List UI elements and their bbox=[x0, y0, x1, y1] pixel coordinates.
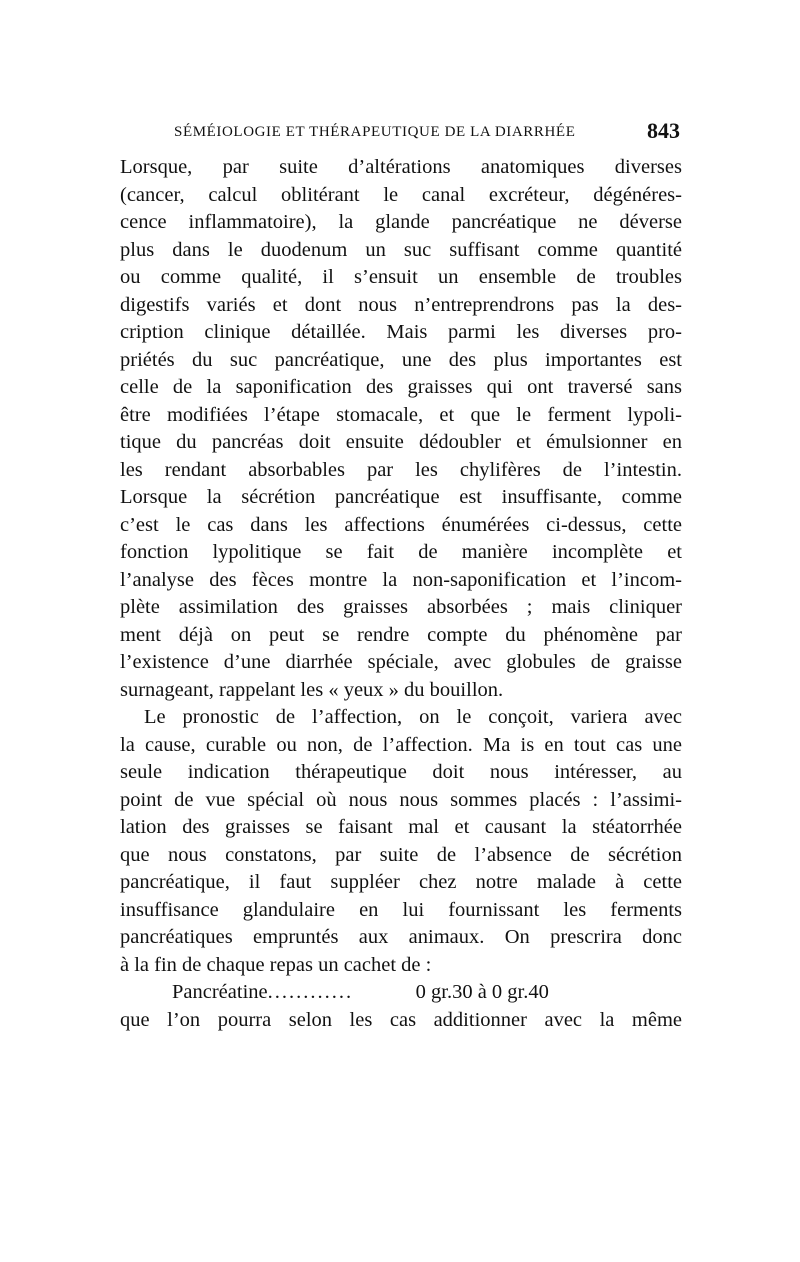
paragraph-end-line: surnageant, rappelant les « yeux » du bouillon. bbox=[120, 678, 504, 701]
text-line: Lorsque, par suite d’altérations anatomiques diverses bbox=[120, 156, 682, 178]
page-number: 843 bbox=[647, 118, 680, 143]
prescription-line bbox=[120, 979, 682, 1007]
text-line: (cancer, calcul oblitérant le canal excréteur, dégénéres- bbox=[120, 183, 682, 206]
text-line: pancréatiques empruntés aux animaux. On prescrira donc bbox=[120, 926, 682, 948]
text-line: être modifiées l’étape stomacale, et que le ferment lypoli- bbox=[120, 403, 682, 426]
text-line: point de vue spécial où nous nous sommes placés : l’assimi- bbox=[120, 788, 682, 811]
text-line: l’analyse des fèces montre la non-saponification et l’incom- bbox=[120, 568, 682, 591]
text-line: cence inflammatoire), la glande pancréatique ne déverse bbox=[120, 211, 682, 233]
text-line: la cause, curable ou non, de l’affection. Ma is en tout cas une bbox=[120, 733, 682, 756]
text-line: l’existence d’une diarrhée spéciale, avec globules de graisse bbox=[120, 651, 682, 673]
prescription-dose: 0 gr.30 à 0 gr.40 bbox=[415, 981, 549, 1003]
text-line: les rendant absorbables par les chylifères de l’intestin. bbox=[120, 458, 682, 481]
text-line: seule indication thérapeutique doit nous intéresser, au bbox=[120, 761, 682, 783]
text-line: plète assimilation des graisses absorbées ; mais cliniquer bbox=[120, 596, 682, 618]
paragraph-start-line: Le pronostic de l’affection, on le conçoit, variera avec bbox=[144, 706, 682, 728]
text-line: tique du pancréas doit ensuite dédoubler et émulsionner en bbox=[120, 431, 682, 453]
text-line: plus dans le duodenum un suc suffisant comme quantité bbox=[120, 238, 682, 261]
text-line: ment déjà on peut se rendre compte du phénomène par bbox=[120, 623, 682, 646]
text-line: ou comme qualité, il s’ensuit un ensemble de troubles bbox=[120, 266, 682, 288]
text-line: c’est le cas dans les affections énumérées ci-dessus, cette bbox=[120, 513, 682, 536]
text-line: fonction lypolitique se fait de manière incomplète et bbox=[120, 541, 682, 563]
prescription-item: Pancréatine bbox=[172, 981, 268, 1003]
page-header bbox=[150, 118, 680, 146]
text-line: que l’on pourra selon les cas additionner avec la même bbox=[120, 1008, 682, 1031]
text-line: insuffisance glandulaire en lui fournissant les ferments bbox=[120, 898, 682, 921]
text-line: celle de la saponification des graisses qui ont traversé sans bbox=[120, 376, 682, 398]
text-line: cription clinique détaillée. Mais parmi les diverses pro- bbox=[120, 321, 682, 343]
running-title: SÉMÉIOLOGIE ET THÉRAPEUTIQUE DE LA DIARRHÉE bbox=[174, 124, 576, 140]
text-line: Lorsque la sécrétion pancréatique est insuffisante, comme bbox=[120, 486, 682, 508]
text-line: à la fin de chaque repas un cachet de : bbox=[120, 953, 432, 976]
text-line: que nous constatons, par suite de l’absence de sécrétion bbox=[120, 843, 682, 866]
text-line: digestifs variés et dont nous n’entreprendrons pas la des- bbox=[120, 293, 682, 316]
text-line: priétés du suc pancréatique, une des plus importantes est bbox=[120, 348, 682, 371]
text-line: lation des graisses se faisant mal et causant la stéatorrhée bbox=[120, 816, 682, 838]
prescription-leader-dots: ............ bbox=[267, 981, 354, 1003]
text-line: pancréatique, il faut suppléer chez notre malade à cette bbox=[120, 871, 682, 893]
body-text bbox=[120, 154, 682, 1034]
